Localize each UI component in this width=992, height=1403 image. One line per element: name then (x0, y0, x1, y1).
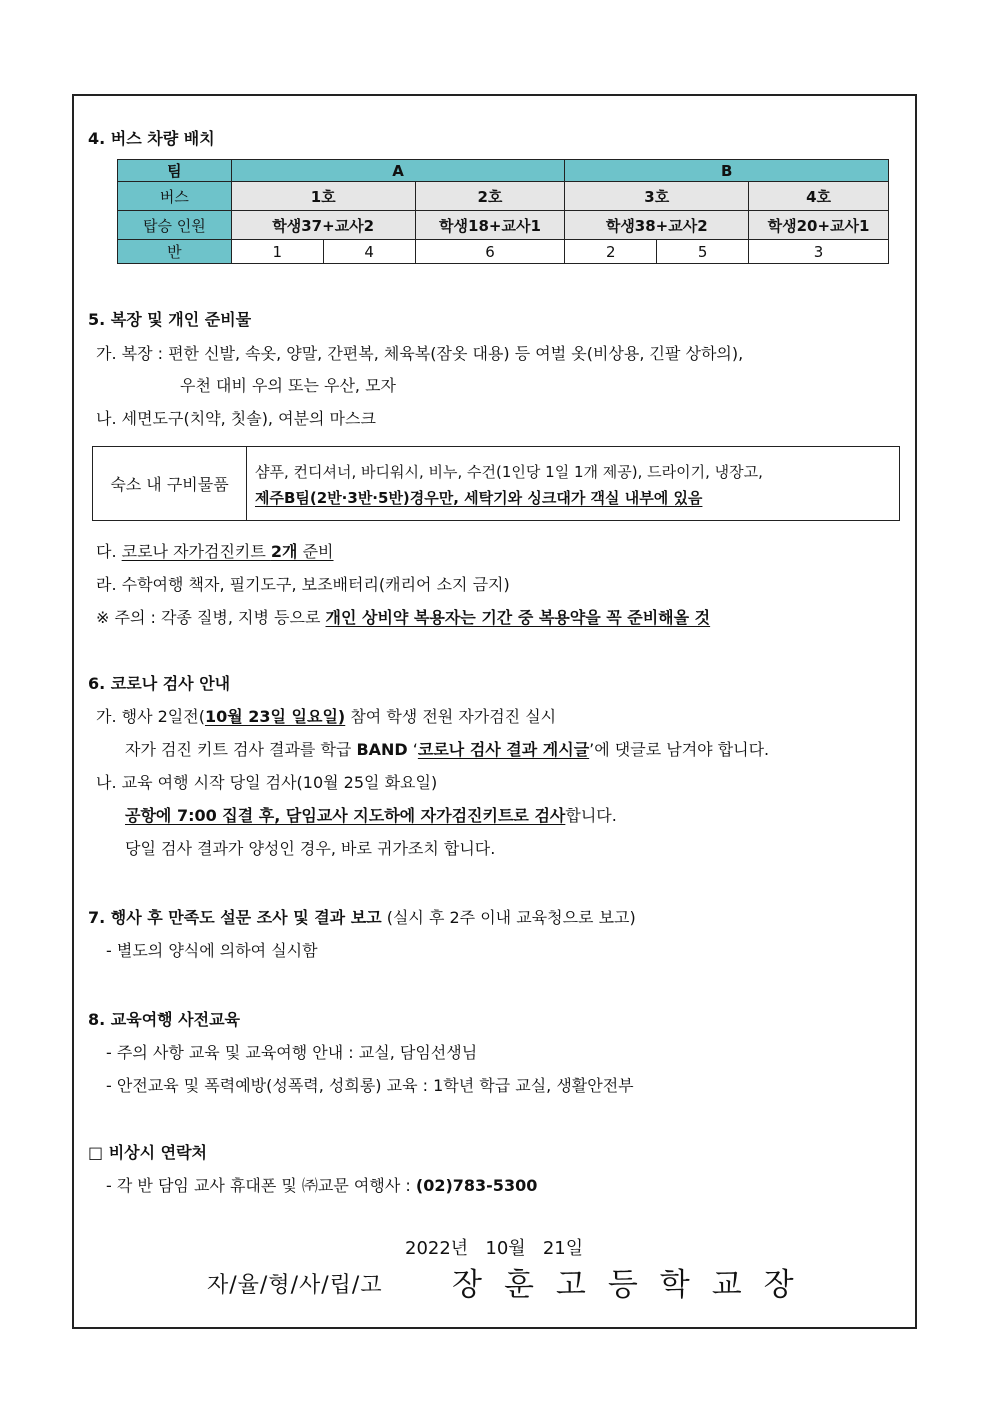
band-post-title: 코로나 검사 결과 게시글 (417, 740, 590, 759)
team-a-cell: A (231, 160, 565, 182)
band-prefix: 자가 검진 키트 검사 결과를 학급 (125, 740, 357, 759)
section-5-title: 5. 복장 및 개인 준비물 (88, 310, 252, 329)
airport-test-emphasis: 공항에 7:00 집결 후, 담임교사 지도하에 자가검진키트로 검사 (125, 806, 566, 825)
quote-open: ‘ (407, 740, 418, 759)
item-marker: 다. (96, 542, 122, 561)
test-kit-line (96, 539, 334, 562)
band-report-line (125, 737, 769, 760)
team-b-cell: B (565, 160, 889, 182)
class-cell: 1 (231, 240, 323, 264)
emergency-contact-line (106, 1173, 537, 1196)
band-name: BAND (356, 740, 408, 759)
self-test-date: 10월 23일 일요일) (204, 707, 346, 726)
emergency-prefix: - 각 반 담임 교사 휴대폰 및 ㈜교문 여행사 : (106, 1176, 416, 1195)
amenities-label: 숙소 내 구비물품 (93, 447, 247, 520)
bus-3-cell: 3호 (565, 182, 749, 211)
test-kit-suffix: 준비 (297, 542, 334, 561)
clothing-line-1: 가. 복장 : 편한 신발, 속옷, 양말, 간편복, 체육복(잠옷 대용) 등 여벌 옷(비상용, 긴팔 상하의), (96, 344, 744, 363)
team-header: 팀 (118, 160, 232, 182)
pre-education-item-2: - 안전교육 및 폭력예방(성폭력, 성희롱) 교육 : 1학년 학급 교실, 생활안전부 (106, 1076, 634, 1095)
school-name: 장훈고등학교장 (452, 1267, 816, 1303)
band-suffix: ’에 댓글로 남겨야 합니다. (589, 740, 770, 759)
test-kit-text (122, 542, 334, 561)
airport-test-line (125, 803, 617, 826)
amenities-line-1: 샴푸, 컨디셔너, 바디워시, 비누, 수건(1인당 1일 1개 제공), 드라이기, 냉장고, (255, 463, 763, 481)
bus-header: 버스 (118, 182, 232, 211)
test-kit-label: 코로나 자가검진키트 (121, 542, 271, 561)
toiletries-line: 나. 세면도구(치약, 칫솔), 여분의 마스크 (96, 409, 376, 428)
airport-test-suffix: 합니다. (565, 806, 617, 825)
emergency-title: □ 비상시 연락처 (88, 1143, 207, 1162)
section-7-title (88, 905, 636, 928)
class-cell: 4 (323, 240, 415, 264)
riders-4-cell: 학생20+교사1 (749, 211, 889, 240)
class-cell: 2 (565, 240, 657, 264)
note-emphasis: 개인 상비약 복용자는 기간 중 복용약을 꼭 준비해올 것 (325, 608, 711, 627)
test-kit-count: 2개 (270, 542, 298, 561)
school-type: 자/율/형/사/립/고 (207, 1273, 383, 1298)
self-test-suffix: 참여 학생 전원 자가검진 실시 (345, 707, 557, 726)
amenities-line-2: 제주B팀(2반·3반·5반)경우만, 세탁기와 싱크대가 객실 내부에 있음 (255, 489, 703, 507)
class-header: 반 (118, 240, 232, 264)
riders-2-cell: 학생18+교사1 (415, 211, 565, 240)
class-cell: 5 (657, 240, 749, 264)
departure-test-line: 나. 교육 여행 시작 당일 검사(10월 25일 화요일) (96, 773, 438, 792)
emergency-phone: (02)783-5300 (415, 1176, 538, 1195)
riders-header: 탑승 인원 (118, 211, 232, 240)
bus-1-cell: 1호 (231, 182, 415, 211)
section-8-title: 8. 교육여행 사전교육 (88, 1010, 240, 1029)
survey-item: - 별도의 양식에 의하여 실시함 (106, 941, 318, 960)
self-test-prefix: 가. 행사 2일전( (96, 707, 205, 726)
bus-2-cell: 2호 (415, 182, 565, 211)
class-cell: 6 (415, 240, 565, 264)
pre-education-item-1: - 주의 사항 교육 및 교육여행 안내 : 교실, 담임선생님 (106, 1043, 478, 1062)
section-4-title: 4. 버스 차량 배치 (88, 129, 215, 148)
section-7-title-text: 7. 행사 후 만족도 설문 조사 및 결과 보고 (88, 908, 382, 927)
supplies-line: 라. 수학여행 책자, 필기도구, 보조배터리(캐리어 소지 금지) (96, 575, 510, 594)
riders-1-cell: 학생37+교사2 (231, 211, 415, 240)
self-test-line (96, 704, 556, 727)
section-7-title-note: (실시 후 2주 이내 교육청으로 보고) (381, 908, 636, 927)
positive-result-line: 당일 검사 결과가 양성인 경우, 바로 귀가조치 합니다. (125, 839, 496, 858)
lodging-amenities-box (92, 446, 900, 521)
section-6-title: 6. 코로나 검사 안내 (88, 674, 231, 693)
class-cell: 3 (749, 240, 889, 264)
medicine-note (96, 605, 710, 628)
bus-4-cell: 4호 (749, 182, 889, 211)
document-date: 2022년 10월 21일 (405, 1238, 584, 1259)
note-prefix: ※ 주의 : 각종 질병, 지병 등으로 (96, 608, 326, 627)
riders-3-cell: 학생38+교사2 (565, 211, 749, 240)
bus-assignment-table (117, 159, 889, 264)
clothing-line-2: 우천 대비 우의 또는 우산, 모자 (180, 376, 396, 395)
